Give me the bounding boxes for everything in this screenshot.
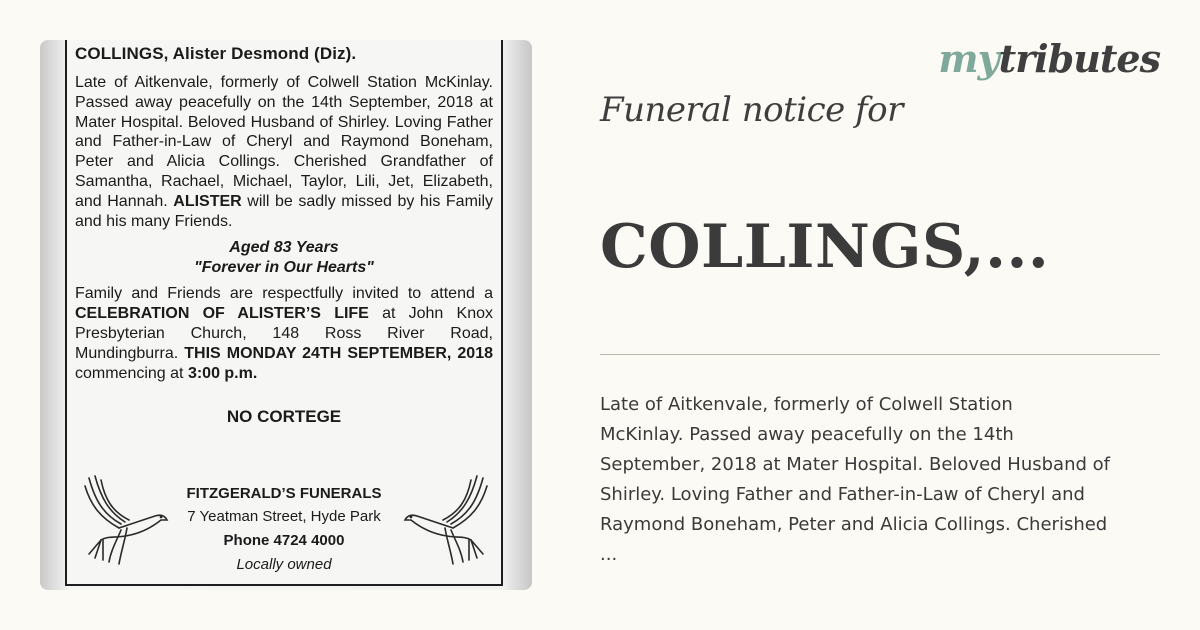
deceased-name: COLLINGS,... [600, 212, 1050, 282]
notice-bold-text: ALISTER [173, 192, 242, 210]
notice-paragraph-2 [75, 284, 493, 383]
funeral-home-phone: Phone 4724 4000 [223, 532, 345, 549]
notice-cortege: NO CORTEGE [226, 407, 342, 427]
notice-age: Aged 83 Years [229, 239, 339, 257]
divider [600, 354, 1160, 355]
notice-text: commencing at [75, 364, 188, 382]
funeral-home-block [67, 464, 501, 584]
funeral-notice [65, 40, 503, 586]
notice-heading: COLLINGS, Alister Desmond (Diz). [75, 44, 357, 63]
page-subtitle: Funeral notice for [600, 90, 903, 130]
logo-tributes: tributes [998, 36, 1160, 81]
notice-paragraph-1 [75, 73, 493, 231]
notice-bold-text: 3:00 p.m. [187, 364, 258, 382]
logo-my: my [938, 36, 999, 81]
funeral-home-name: FITZGERALD’S FUNERALS [186, 485, 382, 502]
mytributes-logo[interactable] [938, 36, 1160, 81]
notice-quote: "Forever in Our Hearts" [194, 259, 374, 277]
notice-image-card [40, 40, 532, 590]
notice-bold-text: CELEBRATION OF ALISTER’S LIFE [75, 305, 369, 323]
funeral-home-address: 7 Yeatman Street, Hyde Park [187, 508, 381, 525]
notice-text: at John Knox Presbyterian Church, 148 Ross River Road, Mundingburra. [75, 305, 493, 362]
notice-text: Family and Friends are respectfully invited to attend a [75, 285, 493, 303]
notice-bold-text: THIS MONDAY 24TH SEPTEMBER, 2018 [184, 344, 493, 362]
notice-excerpt: Late of Aitkenvale, formerly of Colwell Station McKinlay. Passed away peacefully on the 14th September, 2018 at Mater Hospital. Beloved Husband of Shirley. Loving Father and Father-in-Law of Cheryl and Raymond Boneham, Peter and Alicia Collings. Cherished ... [600, 394, 1110, 565]
funeral-home-tagline: Locally owned [236, 556, 332, 573]
notice-text: Late of Aitkenvale, formerly of Colwell Station McKinlay. Passed away peacefully on the 14th September, 2018 at Mater Hospital. Beloved Husband of Shirley. Loving Father and Father-in-Law of Cheryl and Raymond Boneham, Peter and Alicia Collings. Cherished Grandfather of Samantha, Rachael, Michael, Taylor, Lili, Jet, Elizabeth, and Hannah. [75, 74, 493, 210]
notice-text: will be sadly missed by his Family and his many Friends. [75, 192, 493, 230]
